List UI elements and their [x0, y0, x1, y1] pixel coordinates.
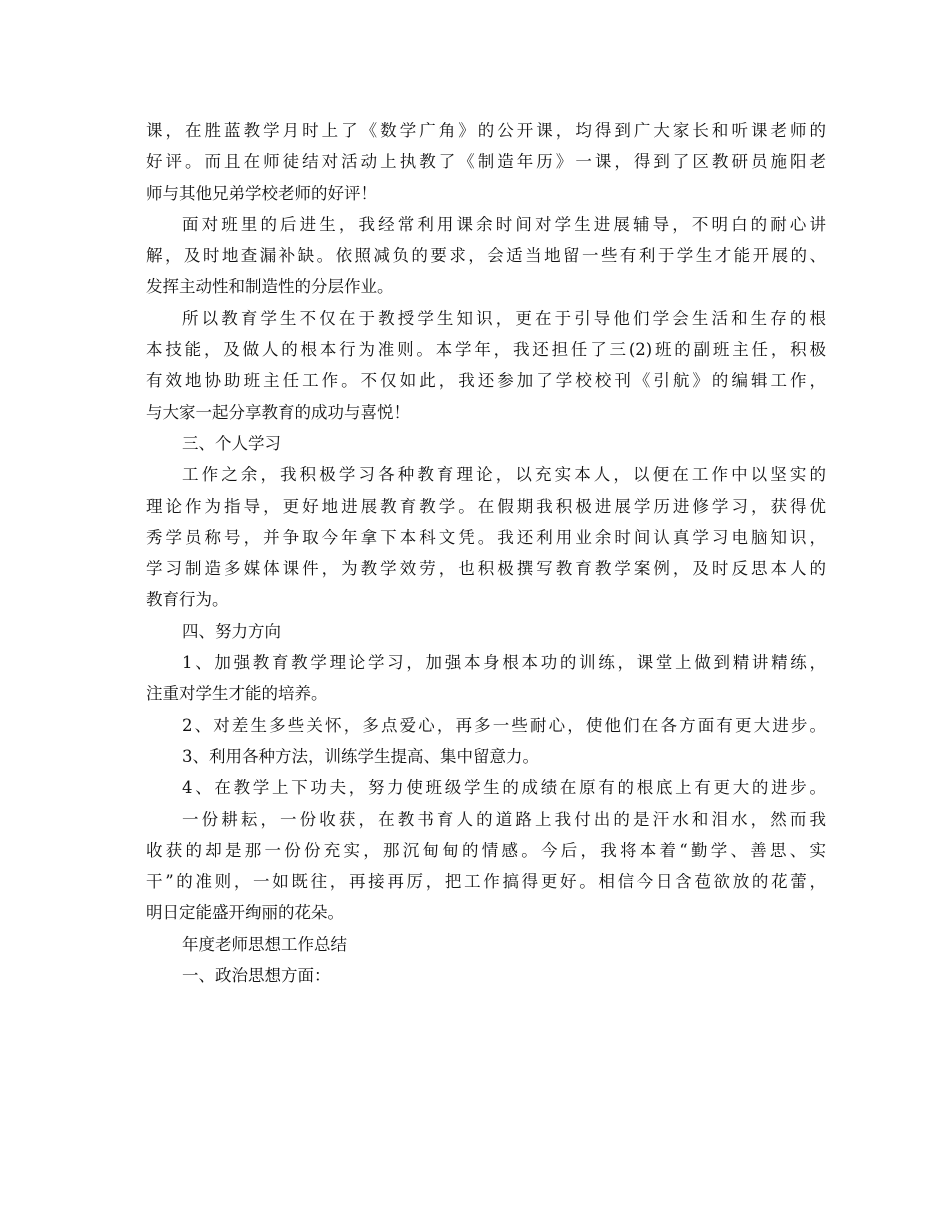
document-body [146, 115, 826, 991]
text-line: 干”的准则，一如既往，再接再厉，把工作搞得更好。相信今日含苞欲放的花蕾， [146, 872, 826, 892]
text-line: 学习制造多媒体课件，为教学效劳，也积极撰写教育教学案例，及时反思本人的 [146, 559, 826, 579]
text-line: 一份耕耘，一份收获，在教书育人的道路上我付出的是汗水和泪水，然而我 [182, 809, 826, 829]
text-line: 秀学员称号，并争取今年拿下本科文凭。我还利用业余时间认真学习电脑知识， [146, 527, 826, 547]
text-line: 注重对学生才能的培养。 [146, 684, 328, 704]
text-line: 解，及时地查漏补缺。依照减负的要求，会适当地留一些有利于学生才能开展的、 [146, 246, 826, 266]
text-line: 三、个人学习 [182, 433, 281, 453]
text-line: 发挥主动性和制造性的分层作业。 [146, 277, 394, 297]
text-line: 与大家一起分享教育的成功与喜悦！ [146, 402, 410, 422]
text-line: 收获的却是那一份份充实，那沉甸甸的情感。今后，我将本着“勤学、善思、实 [146, 840, 826, 860]
text-line: 工作之余，我积极学习各种教育理论，以充实本人，以便在工作中以坚实的 [182, 465, 826, 485]
text-line: 一、政治思想方面： [182, 966, 331, 986]
text-line: 有效地协助班主任工作。不仅如此，我还参加了学校校刊《引航》的编辑工作， [146, 371, 826, 391]
text-line: 明日定能盛开绚丽的花朵。 [146, 903, 344, 923]
text-line: 年度老师思想工作总结 [182, 934, 347, 954]
text-line: 好评。而且在师徒结对活动上执教了《制造年历》一课，得到了区教研员施阳老 [146, 152, 826, 172]
text-line: 4、在教学上下功夫，努力使班级学生的成绩在原有的根底上有更大的进步。 [182, 778, 826, 798]
text-line: 1、加强教育教学理论学习，加强本身根本功的训练，课堂上做到精讲精练， [182, 653, 826, 673]
text-line: 面对班里的后进生，我经常利用课余时间对学生进展辅导，不明白的耐心讲 [182, 214, 826, 234]
text-line: 课，在胜蓝教学月时上了《数学广角》的公开课，均得到广大家长和听课老师的 [146, 121, 826, 140]
text-line: 教育行为。 [146, 590, 229, 610]
text-line: 所以教育学生不仅在于教授学生知识，更在于引导他们学会生活和生存的根 [182, 308, 826, 328]
text-line: 师与其他兄弟学校老师的好评！ [146, 183, 377, 203]
text-line: 理论作为指导，更好地进展教育教学。在假期我积极进展学历进修学习，获得优 [146, 496, 826, 516]
text-line: 2、对差生多些关怀，多点爱心，再多一些耐心，使他们在各方面有更大进步。 [182, 715, 826, 735]
text-line: 3、利用各种方法，训练学生提高、集中留意力。 [182, 746, 539, 766]
text-line: 四、努力方向 [182, 621, 281, 641]
text-line: 本技能，及做人的根本行为准则。本学年，我还担任了三(2)班的副班主任，积极 [146, 340, 826, 360]
